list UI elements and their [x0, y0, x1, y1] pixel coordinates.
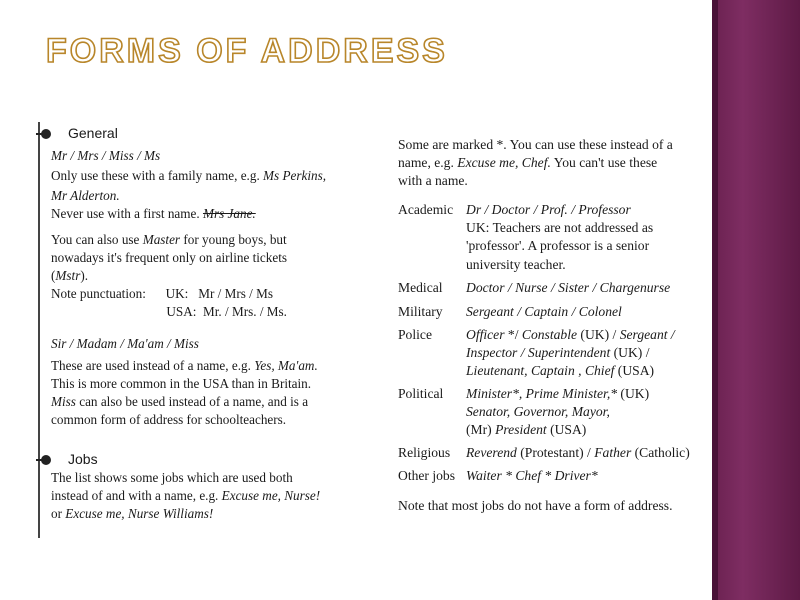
category-value-line: Waiter * Chef * Driver* [466, 468, 598, 483]
category-value-line: Inspector / Superintendent (UK) / [466, 345, 650, 361]
left-text-panel [38, 122, 340, 538]
category-value-line: Lieutenant, Captain , Chief (USA) [466, 363, 655, 379]
page-title: FORMS OF ADDRESS [46, 32, 448, 70]
left-text-line: Miss can also be used instead of a name, and is a [51, 394, 309, 409]
left-text-line: nowadays it's frequent only on airline tickets [51, 250, 288, 265]
left-text-line: (Mstr). [51, 268, 89, 283]
intro-text-line: name, e.g. Excuse me, Chef. You can't use these [398, 155, 658, 170]
general-heading: General [68, 125, 118, 141]
jobs-heading: Jobs [68, 451, 98, 467]
left-text-line: instead of and with a name, e.g. Excuse me, Nurse! [51, 488, 321, 503]
left-text-line: Note punctuation: UK: Mr / Mrs / Ms [51, 286, 273, 301]
general-bullet-icon [36, 127, 58, 141]
left-text-line: Mr Alderton. [51, 188, 120, 203]
category-label: Medical [398, 280, 443, 295]
left-text-line: Sir / Madam / Ma'am / Miss [51, 336, 199, 351]
jobs-bullet-icon [36, 453, 58, 467]
category-value-line: 'professor'. A professor is a senior [466, 238, 650, 254]
left-text-line: You can also use Master for young boys, but [51, 232, 287, 247]
category-label: Political [398, 386, 444, 401]
category-value-line: Sergeant / Captain / Colonel [466, 304, 622, 319]
left-text-line: Never use with a first name. Mrs Jane. [51, 206, 256, 221]
left-text-line: The list shows some jobs which are used both [51, 470, 293, 485]
category-label: Religious [398, 445, 451, 460]
category-value-line: Reverend (Protestant) / Father (Catholic) [466, 445, 690, 460]
left-text-line: USA: Mr. / Mrs. / Ms. [51, 304, 287, 319]
category-value-line: Senator, Governor, Mayor, [466, 404, 610, 420]
category-value-line: Dr / Doctor / Prof. / Professor [466, 202, 631, 217]
left-text-line: or Excuse me, Nurse Williams! [51, 506, 214, 521]
decorative-side-band [712, 0, 800, 600]
category-value-line: UK: Teachers are not addressed as [466, 220, 654, 236]
category-label: Academic [398, 202, 454, 217]
left-text-line: Mr / Mrs / Miss / Ms [51, 148, 161, 163]
category-value-line: Minister*, Prime Minister,* (UK) [466, 386, 650, 401]
category-value-line: Doctor / Nurse / Sister / Chargenurse [466, 280, 671, 295]
left-text-line: These are used instead of a name, e.g. Yes, Ma'am. [51, 358, 318, 373]
category-value-line: Officer */ Constable (UK) / Sergeant / [466, 327, 675, 342]
left-text-line: Only use these with a family name, e.g. Ms Perkins, [51, 168, 327, 183]
category-value-line: (Mr) President (USA) [466, 422, 587, 438]
intro-text-line: with a name. [398, 173, 468, 188]
category-label: Police [398, 327, 432, 342]
left-text-line: common form of address for schoolteachers. [51, 412, 287, 427]
category-label: Other jobs [398, 468, 456, 483]
closing-note: Note that most jobs do not have a form of address. [398, 498, 673, 513]
category-value-line: university teacher. [466, 256, 566, 272]
left-text-line: This is more common in the USA than in Britain. [51, 376, 312, 391]
intro-text-line: Some are marked *. You can use these instead of a [398, 137, 673, 152]
category-label: Military [398, 304, 443, 319]
